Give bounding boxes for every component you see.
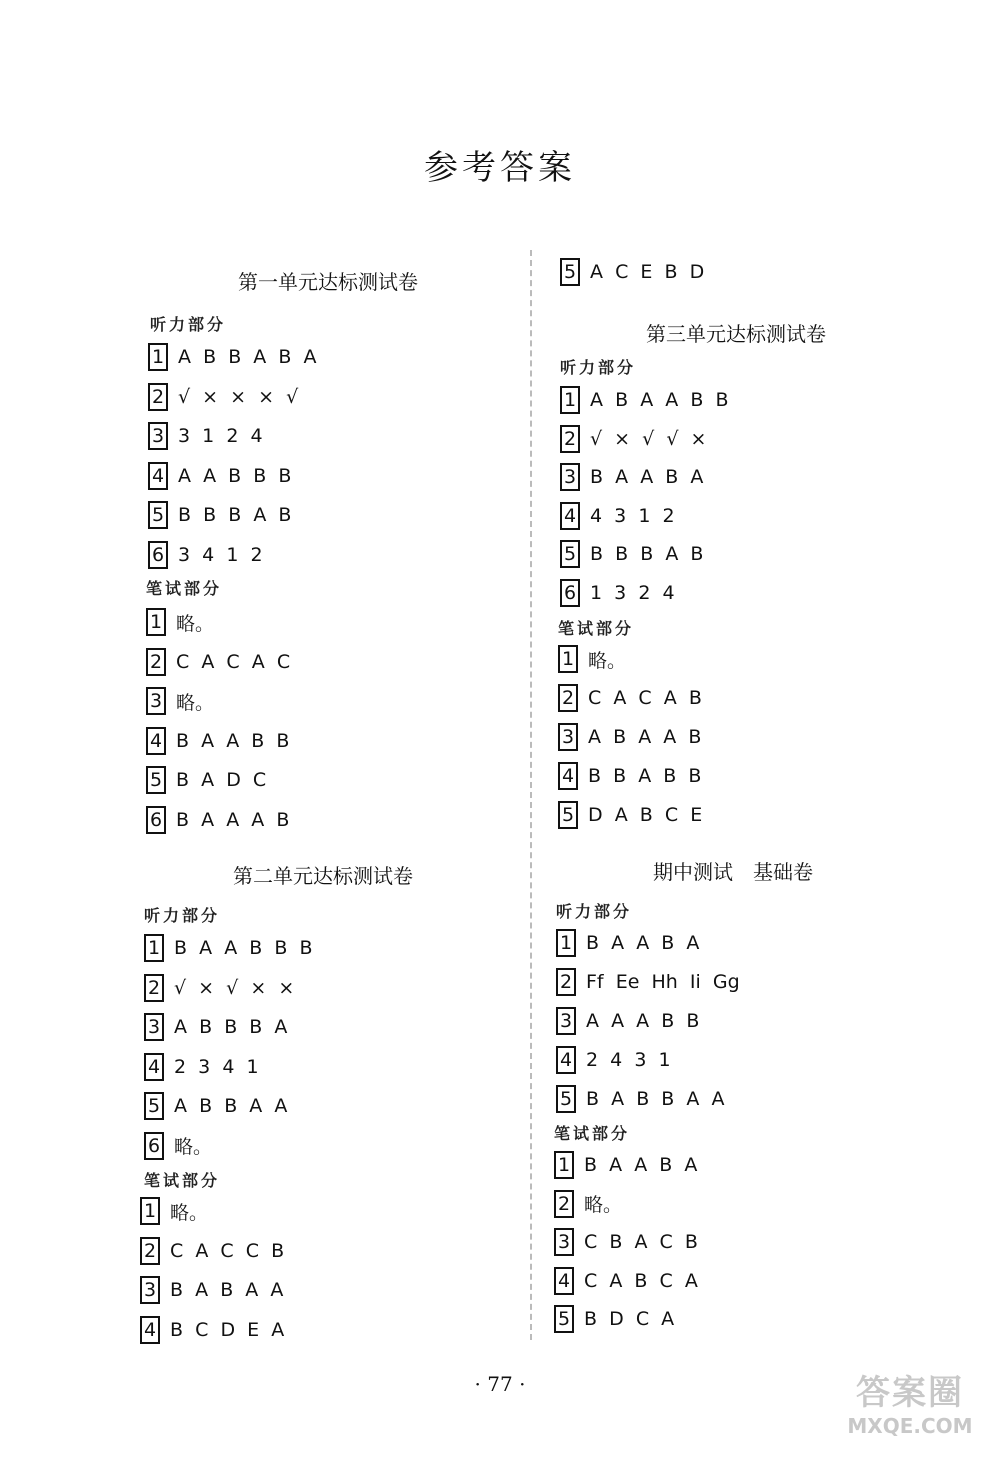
answer-text: √ × √ × × [174,976,295,999]
answer-text: C A C C B [170,1239,285,1262]
question-number: 6 [148,541,168,569]
question-number: 1 [560,386,580,414]
watermark-logo [835,1365,985,1450]
question-number: 4 [558,762,578,790]
answer-text: A C E B D [590,261,705,283]
question-number: 2 [560,425,580,453]
answer-text: 略。 [588,649,627,672]
answer-row [560,258,704,286]
answer-text: C A C A C [176,650,291,673]
question-number: 3 [560,463,580,491]
question-number: 5 [554,1305,574,1333]
question-number: 3 [146,687,166,715]
answer-text: A B B A A [174,1095,288,1117]
watermark-url: MXQE.COM [847,1414,973,1438]
answer-row [146,687,214,715]
answer-text: B A B B A A [586,1088,725,1110]
listening-label: 听力部分 [144,906,221,925]
answer-row [556,1046,671,1074]
answer-row [144,934,313,962]
answer-row [144,1132,212,1160]
answer-text: A B A A B B [590,389,729,411]
answer-text: A A B B B [178,464,292,487]
answer-row [560,502,675,530]
question-number: 2 [144,974,164,1002]
question-number: 5 [560,258,580,286]
question-number: 3 [148,422,168,450]
question-number: 1 [558,645,578,673]
answer-text: C B A C B [584,1231,698,1253]
answer-text: 1 3 2 4 [590,581,675,604]
writing-label: 笔试部分 [558,619,635,638]
question-number: 5 [146,766,166,794]
answer-row [556,1007,699,1035]
answer-row [560,540,703,568]
question-number: 1 [146,608,166,636]
question-number: 4 [560,502,580,530]
answer-row [140,1276,283,1304]
answer-text: √ × × × √ [178,385,299,408]
question-number: 2 [556,968,576,996]
question-number: 1 [554,1151,574,1179]
question-number: 2 [140,1237,160,1265]
answer-row [554,1190,622,1218]
answer-text: 2 4 3 1 [586,1049,671,1071]
answer-row [148,422,263,450]
answer-row [554,1151,697,1179]
answer-row [140,1316,284,1344]
section-title-unit3: 第三单元达标测试卷 [646,322,826,346]
answer-row [558,762,701,790]
answer-text: A B B B A [174,1016,288,1038]
question-number: 5 [558,801,578,829]
answer-text: 略。 [176,612,215,635]
answer-row [560,463,703,491]
question-number: 5 [560,540,580,568]
answer-row [148,383,298,411]
question-number: 6 [560,579,580,607]
question-number: 2 [558,684,578,712]
question-number: 4 [554,1267,574,1295]
answer-row [556,1085,725,1113]
answer-text: 略。 [176,691,215,714]
question-number: 6 [144,1132,164,1160]
answer-row [146,608,214,636]
question-number: 2 [148,383,168,411]
answer-row [146,806,289,834]
answer-row [554,1228,698,1256]
answer-row [146,766,266,794]
answer-row [148,462,291,490]
page-number: · 77 · [474,1372,526,1396]
question-number: 4 [146,727,166,755]
answer-text: 4 3 1 2 [590,504,675,527]
question-number: 4 [556,1046,576,1074]
answer-text: B C D E A [170,1318,285,1341]
answer-row [560,579,675,607]
answer-row [144,974,294,1002]
question-number: 3 [558,723,578,751]
answer-row [556,968,740,996]
question-number: 3 [140,1276,160,1304]
question-number: 5 [144,1092,164,1120]
answer-text: B B B A B [178,504,292,526]
question-number: 5 [148,501,168,529]
writing-label: 笔试部分 [554,1124,631,1143]
answer-row [144,1013,287,1041]
question-number: 1 [144,934,164,962]
question-number: 6 [146,806,166,834]
question-number: 3 [556,1007,576,1035]
listening-label: 听力部分 [556,902,633,921]
question-number: 5 [556,1085,576,1113]
writing-label: 笔试部分 [144,1171,221,1190]
answer-text: B A A B B [176,729,290,752]
page-title: 参考答案 [424,148,576,188]
answer-text: B D C A [584,1308,675,1330]
answer-row [560,425,706,453]
question-number: 4 [140,1316,160,1344]
answer-row [146,727,289,755]
question-number: 4 [148,462,168,490]
question-number: 3 [554,1228,574,1256]
answer-text: 3 4 1 2 [178,543,263,566]
answer-text: D A B C E [588,804,703,826]
question-number: 1 [556,929,576,957]
answer-text: A B B A B A [178,346,317,368]
answer-text: B A A B B B [174,937,313,959]
answer-text: B A A B A [586,932,700,954]
answer-text: A A A B B [586,1010,700,1032]
question-number: 1 [148,343,168,371]
answer-text: B A B A A [170,1279,284,1301]
answer-row [144,1092,287,1120]
answer-row [554,1305,674,1333]
question-number: 2 [146,648,166,676]
answer-text: Ff Ee Hh Ii Gg [586,971,740,993]
section-title-unit2: 第二单元达标测试卷 [233,864,413,888]
question-number: 2 [554,1190,574,1218]
answer-row [146,648,290,676]
answer-text: B A A A B [176,808,290,831]
answer-text: B B B A B [590,543,704,565]
section-title-midterm: 期中测试 基础卷 [653,860,813,884]
listening-label: 听力部分 [560,358,637,377]
answer-text: C A C A B [588,687,702,709]
answer-row [558,801,702,829]
answer-text: B A A B A [590,466,704,488]
answer-row [140,1197,208,1225]
answer-text: B A D C [176,769,267,791]
answer-text: A B A A B [588,726,702,748]
answer-row [558,723,701,751]
answer-row [140,1237,284,1265]
answer-text: B A A B A [584,1154,698,1176]
question-number: 1 [140,1197,160,1225]
answer-row [556,929,699,957]
answer-row [144,1053,259,1081]
answer-row [558,684,702,712]
watermark-logo-text: 答案圈 [856,1373,964,1413]
answer-row [560,386,729,414]
question-number: 3 [144,1013,164,1041]
answer-text: B B A B B [588,765,702,787]
answer-text: 3 1 2 4 [178,425,263,447]
answer-text: C A B C A [584,1269,698,1292]
answer-row [148,501,291,529]
question-number: 4 [144,1053,164,1081]
listening-label: 听力部分 [150,315,227,334]
answer-row [148,343,317,371]
answer-text: 略。 [584,1194,623,1216]
answer-row [148,541,263,569]
answer-row [558,645,626,673]
section-title-unit1: 第一单元达标测试卷 [238,270,418,294]
answer-text: √ × √ √ × [590,427,707,450]
writing-label: 笔试部分 [146,579,223,598]
column-divider [530,250,532,1340]
answer-row [554,1267,698,1295]
answer-text: 2 3 4 1 [174,1055,259,1078]
answer-text: 略。 [170,1201,209,1224]
answer-text: 略。 [174,1136,213,1158]
